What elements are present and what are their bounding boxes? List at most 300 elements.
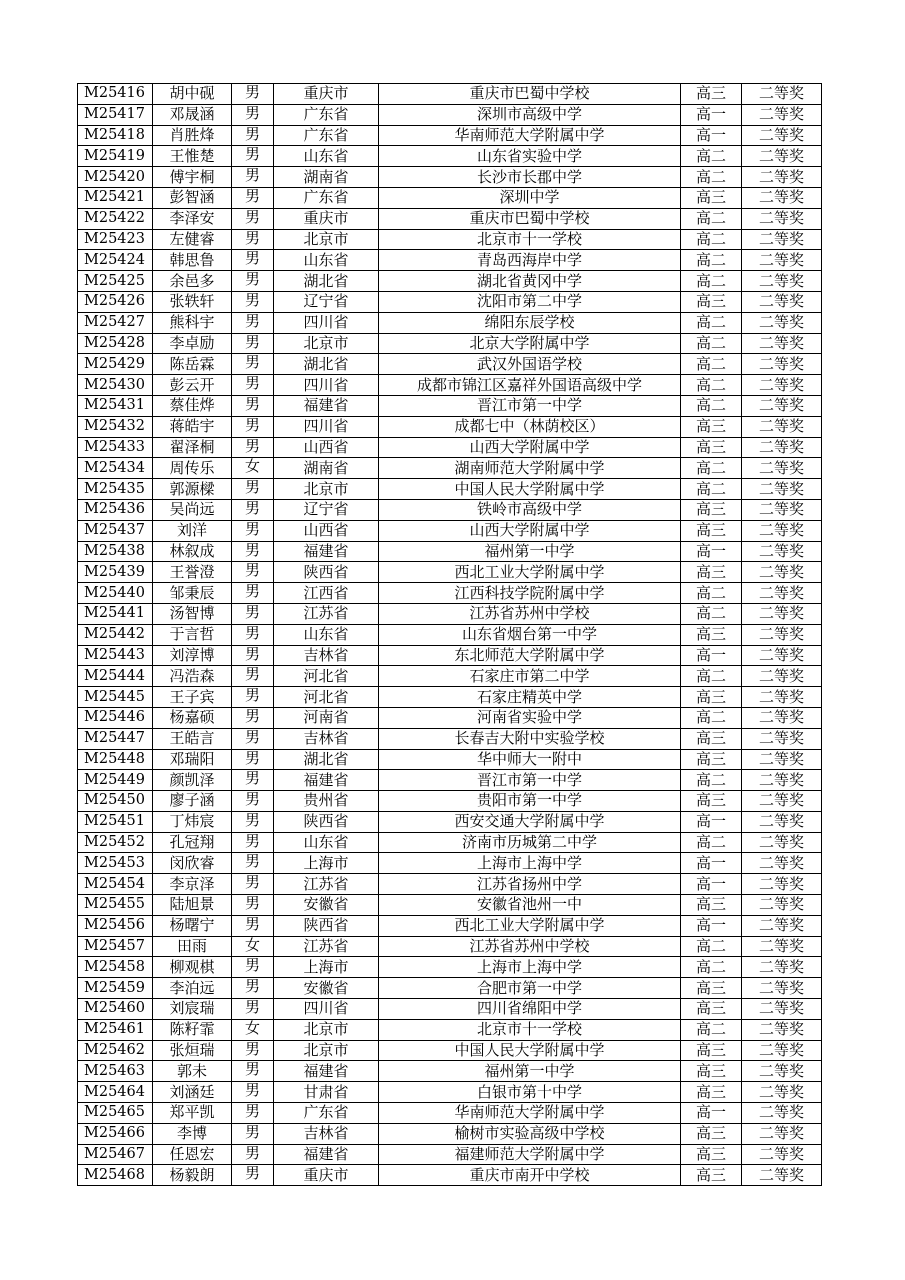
school-cell: 福州第一中学 [379,1061,681,1082]
school-cell: 东北师范大学附属中学 [379,645,681,666]
grade-cell: 高二 [681,936,742,957]
province-cell: 安徽省 [274,895,379,916]
school-cell: 西北工业大学附属中学 [379,915,681,936]
student-id-cell: M25467 [78,1144,153,1165]
table-row [78,957,822,978]
table-row [78,645,822,666]
grade-cell: 高三 [681,499,742,520]
province-cell: 江苏省 [274,936,379,957]
table-row [78,437,822,458]
award-cell: 二等奖 [742,395,822,416]
table-row [78,811,822,832]
province-cell: 山西省 [274,520,379,541]
student-id-cell: M25422 [78,208,153,229]
student-id-cell: M25456 [78,915,153,936]
student-id-cell: M25421 [78,187,153,208]
grade-cell: 高三 [681,791,742,812]
student-id-cell: M25451 [78,811,153,832]
student-id-cell: M25465 [78,1103,153,1124]
award-cell: 二等奖 [742,271,822,292]
table-row [78,562,822,583]
student-id-cell: M25444 [78,666,153,687]
student-id-cell: M25458 [78,957,153,978]
gender-cell: 男 [232,1061,274,1082]
student-id-cell: M25460 [78,999,153,1020]
gender-cell: 男 [232,416,274,437]
student-name-cell: 彭智涵 [153,187,232,208]
student-name-cell: 柳观棋 [153,957,232,978]
province-cell: 重庆市 [274,1165,379,1186]
award-cell: 二等奖 [742,146,822,167]
province-cell: 北京市 [274,1019,379,1040]
student-id-cell: M25426 [78,291,153,312]
province-cell: 江苏省 [274,603,379,624]
province-cell: 山东省 [274,832,379,853]
student-id-cell: M25449 [78,770,153,791]
gender-cell: 男 [232,104,274,125]
school-cell: 北京大学附属中学 [379,333,681,354]
student-id-cell: M25423 [78,229,153,250]
table-row [78,291,822,312]
table-row [78,583,822,604]
grade-cell: 高三 [681,416,742,437]
school-cell: 福州第一中学 [379,541,681,562]
student-id-cell: M25454 [78,874,153,895]
table-row [78,167,822,188]
table-row [78,146,822,167]
gender-cell: 男 [232,770,274,791]
school-cell: 青岛西海岸中学 [379,250,681,271]
student-id-cell: M25429 [78,354,153,375]
gender-cell: 女 [232,458,274,479]
province-cell: 广东省 [274,125,379,146]
school-cell: 华中师大一附中 [379,749,681,770]
student-id-cell: M25459 [78,978,153,999]
school-cell: 西安交通大学附属中学 [379,811,681,832]
school-cell: 长春吉大附中实验学校 [379,728,681,749]
student-id-cell: M25417 [78,104,153,125]
student-name-cell: 熊科宇 [153,312,232,333]
table-row [78,1165,822,1186]
province-cell: 河北省 [274,687,379,708]
table-row [78,728,822,749]
student-name-cell: 王誉澄 [153,562,232,583]
award-cell: 二等奖 [742,1165,822,1186]
student-id-cell: M25425 [78,271,153,292]
student-id-cell: M25430 [78,375,153,396]
table-row [78,229,822,250]
student-id-cell: M25463 [78,1061,153,1082]
school-cell: 北京市十一学校 [379,229,681,250]
table-row [78,479,822,500]
grade-cell: 高二 [681,479,742,500]
province-cell: 陕西省 [274,915,379,936]
province-cell: 山西省 [274,437,379,458]
grade-cell: 高二 [681,603,742,624]
award-cell: 二等奖 [742,1019,822,1040]
grade-cell: 高三 [681,978,742,999]
school-cell: 合肥市第一中学 [379,978,681,999]
province-cell: 广东省 [274,1103,379,1124]
student-name-cell: 韩思鲁 [153,250,232,271]
school-cell: 山东省烟台第一中学 [379,624,681,645]
province-cell: 吉林省 [274,728,379,749]
award-cell: 二等奖 [742,291,822,312]
province-cell: 辽宁省 [274,499,379,520]
province-cell: 北京市 [274,229,379,250]
school-cell: 石家庄市第二中学 [379,666,681,687]
gender-cell: 男 [232,499,274,520]
gender-cell: 男 [232,167,274,188]
gender-cell: 男 [232,125,274,146]
school-cell: 华南师范大学附属中学 [379,125,681,146]
award-cell: 二等奖 [742,936,822,957]
student-id-cell: M25468 [78,1165,153,1186]
student-id-cell: M25431 [78,395,153,416]
province-cell: 湖北省 [274,271,379,292]
student-name-cell: 蔡佳烨 [153,395,232,416]
school-cell: 湖北省黄冈中学 [379,271,681,292]
table-row [78,707,822,728]
student-name-cell: 陈籽霏 [153,1019,232,1040]
grade-cell: 高三 [681,999,742,1020]
grade-cell: 高三 [681,728,742,749]
student-id-cell: M25440 [78,583,153,604]
table-row [78,395,822,416]
school-cell: 绵阳东辰学校 [379,312,681,333]
student-name-cell: 廖子涵 [153,791,232,812]
table-row [78,125,822,146]
student-id-cell: M25437 [78,520,153,541]
award-cell: 二等奖 [742,229,822,250]
student-id-cell: M25448 [78,749,153,770]
grade-cell: 高三 [681,1165,742,1186]
student-id-cell: M25419 [78,146,153,167]
province-cell: 山东省 [274,146,379,167]
grade-cell: 高二 [681,395,742,416]
grade-cell: 高二 [681,458,742,479]
table-row [78,874,822,895]
school-cell: 武汉外国语学校 [379,354,681,375]
province-cell: 湖北省 [274,749,379,770]
student-id-cell: M25439 [78,562,153,583]
province-cell: 湖北省 [274,354,379,375]
award-cell: 二等奖 [742,583,822,604]
award-cell: 二等奖 [742,562,822,583]
province-cell: 北京市 [274,1040,379,1061]
grade-cell: 高二 [681,707,742,728]
table-row [78,312,822,333]
gender-cell: 男 [232,479,274,500]
student-name-cell: 林叙成 [153,541,232,562]
school-cell: 贵阳市第一中学 [379,791,681,812]
school-cell: 福建师范大学附属中学 [379,1144,681,1165]
table-row [78,375,822,396]
award-cell: 二等奖 [742,1040,822,1061]
student-name-cell: 彭云开 [153,375,232,396]
school-cell: 四川省绵阳中学 [379,999,681,1020]
province-cell: 重庆市 [274,208,379,229]
school-cell: 沈阳市第二中学 [379,291,681,312]
student-id-cell: M25416 [78,84,153,105]
province-cell: 辽宁省 [274,291,379,312]
table-row [78,936,822,957]
table-row [78,853,822,874]
table-row [78,499,822,520]
province-cell: 福建省 [274,1061,379,1082]
grade-cell: 高三 [681,187,742,208]
award-cell: 二等奖 [742,603,822,624]
student-name-cell: 王皓言 [153,728,232,749]
gender-cell: 男 [232,562,274,583]
student-name-cell: 周传乐 [153,458,232,479]
student-name-cell: 汤智博 [153,603,232,624]
table-row [78,541,822,562]
student-id-cell: M25445 [78,687,153,708]
student-name-cell: 孔冠翔 [153,832,232,853]
student-name-cell: 李泊远 [153,978,232,999]
province-cell: 四川省 [274,312,379,333]
province-cell: 四川省 [274,375,379,396]
table-row [78,333,822,354]
school-cell: 上海市上海中学 [379,853,681,874]
grade-cell: 高三 [681,291,742,312]
award-cell: 二等奖 [742,437,822,458]
table-row [78,1103,822,1124]
school-cell: 深圳市高级中学 [379,104,681,125]
gender-cell: 男 [232,437,274,458]
gender-cell: 男 [232,146,274,167]
gender-cell: 男 [232,707,274,728]
student-name-cell: 郭未 [153,1061,232,1082]
gender-cell: 男 [232,603,274,624]
grade-cell: 高二 [681,375,742,396]
province-cell: 陕西省 [274,811,379,832]
grade-cell: 高二 [681,583,742,604]
award-cell: 二等奖 [742,749,822,770]
table-row [78,770,822,791]
school-cell: 江苏省苏州中学校 [379,603,681,624]
student-name-cell: 蒋皓宇 [153,416,232,437]
grade-cell: 高三 [681,520,742,541]
student-name-cell: 王惟楚 [153,146,232,167]
student-name-cell: 李泽安 [153,208,232,229]
school-cell: 成都七中（林荫校区） [379,416,681,437]
student-name-cell: 杨毅朗 [153,1165,232,1186]
award-cell: 二等奖 [742,541,822,562]
student-id-cell: M25443 [78,645,153,666]
province-cell: 福建省 [274,770,379,791]
award-cell: 二等奖 [742,1123,822,1144]
table-row [78,208,822,229]
province-cell: 四川省 [274,416,379,437]
gender-cell: 男 [232,541,274,562]
gender-cell: 男 [232,333,274,354]
award-cell: 二等奖 [742,84,822,105]
school-cell: 河南省实验中学 [379,707,681,728]
school-cell: 湖南师范大学附属中学 [379,458,681,479]
award-cell: 二等奖 [742,479,822,500]
grade-cell: 高二 [681,146,742,167]
award-cell: 二等奖 [742,728,822,749]
grade-cell: 高一 [681,853,742,874]
province-cell: 山东省 [274,624,379,645]
grade-cell: 高一 [681,915,742,936]
award-cell: 二等奖 [742,853,822,874]
gender-cell: 男 [232,271,274,292]
province-cell: 江苏省 [274,874,379,895]
student-id-cell: M25464 [78,1082,153,1103]
grade-cell: 高三 [681,749,742,770]
school-cell: 上海市上海中学 [379,957,681,978]
province-cell: 贵州省 [274,791,379,812]
grade-cell: 高一 [681,811,742,832]
student-name-cell: 李京泽 [153,874,232,895]
award-cell: 二等奖 [742,770,822,791]
gender-cell: 男 [232,915,274,936]
student-name-cell: 田雨 [153,936,232,957]
gender-cell: 男 [232,291,274,312]
school-cell: 深圳中学 [379,187,681,208]
gender-cell: 男 [232,999,274,1020]
student-name-cell: 王子宾 [153,687,232,708]
gender-cell: 男 [232,395,274,416]
grade-cell: 高一 [681,874,742,895]
student-id-cell: M25434 [78,458,153,479]
school-cell: 晋江市第一中学 [379,395,681,416]
award-cell: 二等奖 [742,208,822,229]
award-cell: 二等奖 [742,458,822,479]
table-row [78,1082,822,1103]
student-name-cell: 冯浩森 [153,666,232,687]
grade-cell: 高一 [681,541,742,562]
gender-cell: 男 [232,1165,274,1186]
school-cell: 西北工业大学附属中学 [379,562,681,583]
award-cell: 二等奖 [742,915,822,936]
table-row [78,915,822,936]
award-cell: 二等奖 [742,167,822,188]
award-cell: 二等奖 [742,416,822,437]
award-cell: 二等奖 [742,832,822,853]
province-cell: 陕西省 [274,562,379,583]
grade-cell: 高三 [681,624,742,645]
student-name-cell: 翟泽桐 [153,437,232,458]
award-cell: 二等奖 [742,499,822,520]
student-name-cell: 左健睿 [153,229,232,250]
grade-cell: 高三 [681,1082,742,1103]
gender-cell: 男 [232,208,274,229]
school-cell: 长沙市长郡中学 [379,167,681,188]
province-cell: 河南省 [274,707,379,728]
student-name-cell: 陈岳霖 [153,354,232,375]
student-name-cell: 郑平凯 [153,1103,232,1124]
award-cell: 二等奖 [742,312,822,333]
grade-cell: 高一 [681,645,742,666]
student-id-cell: M25433 [78,437,153,458]
award-list-table [77,83,822,1186]
school-cell: 中国人民大学附属中学 [379,479,681,500]
province-cell: 甘肃省 [274,1082,379,1103]
province-cell: 重庆市 [274,84,379,105]
gender-cell: 男 [232,853,274,874]
table-row [78,1019,822,1040]
award-cell: 二等奖 [742,354,822,375]
province-cell: 江西省 [274,583,379,604]
award-cell: 二等奖 [742,1082,822,1103]
table-row [78,416,822,437]
table-body [78,84,822,1186]
student-id-cell: M25457 [78,936,153,957]
province-cell: 广东省 [274,104,379,125]
student-id-cell: M25432 [78,416,153,437]
table-row [78,354,822,375]
table-row [78,1123,822,1144]
student-name-cell: 李博 [153,1123,232,1144]
grade-cell: 高二 [681,1019,742,1040]
gender-cell: 男 [232,791,274,812]
gender-cell: 男 [232,1082,274,1103]
grade-cell: 高一 [681,125,742,146]
student-name-cell: 胡中砚 [153,84,232,105]
school-cell: 安徽省池州一中 [379,895,681,916]
grade-cell: 高三 [681,1040,742,1061]
table-row [78,999,822,1020]
school-cell: 石家庄精英中学 [379,687,681,708]
student-name-cell: 刘淳博 [153,645,232,666]
grade-cell: 高二 [681,208,742,229]
gender-cell: 男 [232,84,274,105]
province-cell: 河北省 [274,666,379,687]
student-name-cell: 丁炜宸 [153,811,232,832]
table-row [78,1040,822,1061]
province-cell: 吉林省 [274,1123,379,1144]
student-name-cell: 杨曙宁 [153,915,232,936]
school-cell: 山东省实验中学 [379,146,681,167]
student-id-cell: M25441 [78,603,153,624]
gender-cell: 男 [232,687,274,708]
grade-cell: 高三 [681,84,742,105]
school-cell: 济南市历城第二中学 [379,832,681,853]
table-row [78,520,822,541]
gender-cell: 男 [232,583,274,604]
gender-cell: 女 [232,1019,274,1040]
school-cell: 江苏省扬州中学 [379,874,681,895]
student-name-cell: 张轶轩 [153,291,232,312]
student-name-cell: 郭源樑 [153,479,232,500]
award-cell: 二等奖 [742,125,822,146]
grade-cell: 高二 [681,666,742,687]
gender-cell: 男 [232,1123,274,1144]
award-cell: 二等奖 [742,104,822,125]
province-cell: 福建省 [274,541,379,562]
award-cell: 二等奖 [742,687,822,708]
award-cell: 二等奖 [742,520,822,541]
student-name-cell: 刘涵廷 [153,1082,232,1103]
student-name-cell: 陆旭景 [153,895,232,916]
student-name-cell: 邹秉辰 [153,583,232,604]
gender-cell: 男 [232,1144,274,1165]
gender-cell: 男 [232,354,274,375]
award-cell: 二等奖 [742,1103,822,1124]
school-cell: 榆树市实验高级中学校 [379,1123,681,1144]
student-name-cell: 张烜瑞 [153,1040,232,1061]
student-name-cell: 傅宇桐 [153,167,232,188]
student-id-cell: M25442 [78,624,153,645]
school-cell: 白银市第十中学 [379,1082,681,1103]
province-cell: 山东省 [274,250,379,271]
award-cell: 二等奖 [742,791,822,812]
gender-cell: 男 [232,375,274,396]
